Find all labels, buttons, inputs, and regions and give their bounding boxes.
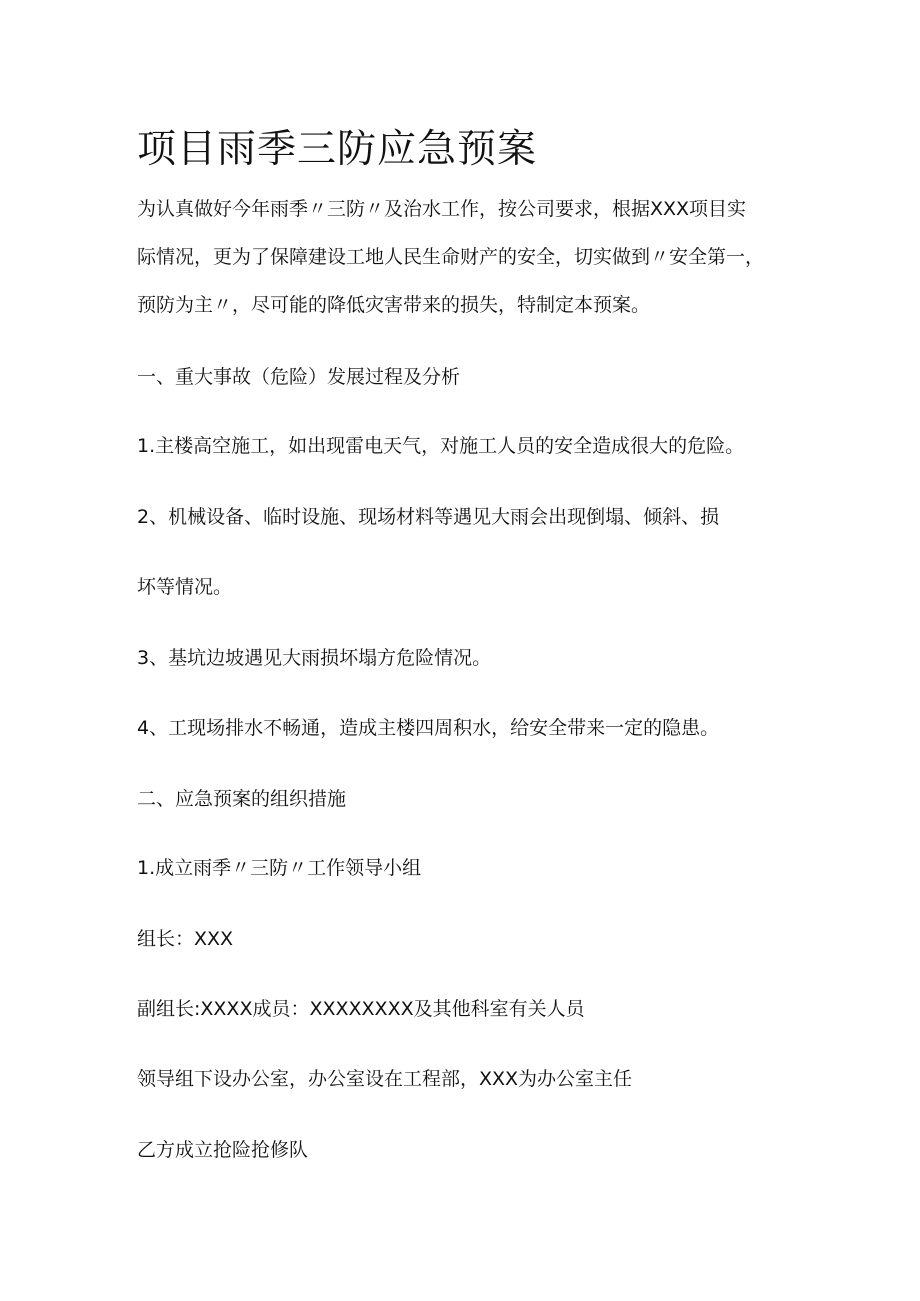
section-1-item-4: 4、工现场排水不畅通，造成主楼四周积水，给安全带来一定的隐患。 bbox=[137, 717, 720, 739]
group-leader-line: 组长：XXX bbox=[137, 928, 234, 950]
section-1-heading: 一、重大事故（危险）发展过程及分析 bbox=[137, 366, 461, 388]
section-2-item-1: 1.成立雨季〃三防〃工作领导小组 bbox=[137, 857, 422, 879]
intro-line-1: 为认真做好今年雨季〃三防〃及治水工作，按公司要求，根据XXX项目实 bbox=[137, 198, 747, 220]
section-1-item-3: 3、基坑边坡遇见大雨损坏塌方危险情况。 bbox=[137, 647, 492, 669]
office-line: 领导组下设办公室，办公室设在工程部，XXX为办公室主任 bbox=[137, 1068, 633, 1090]
deputy-members-line: 副组长:XXXX成员：XXXXXXXX及其他科室有关人员 bbox=[137, 998, 585, 1020]
document-title: 项目雨季三防应急预案 bbox=[137, 127, 538, 172]
intro-line-2: 际情况，更为了保障建设工地人民生命财产的安全，切实做到〃安全第一， bbox=[137, 246, 765, 268]
repair-team-line: 乙方成立抢险抢修队 bbox=[137, 1139, 309, 1161]
intro-line-3: 预防为主〃，尽可能的降低灾害带来的损失，特制定本预案。 bbox=[137, 294, 651, 316]
section-2-heading: 二、应急预案的组织措施 bbox=[137, 788, 347, 810]
section-1-item-2-line-2: 坏等情况。 bbox=[137, 576, 233, 598]
section-1-item-1: 1.主楼高空施工，如出现雷电天气，对施工人员的安全造成很大的危险。 bbox=[137, 435, 745, 457]
section-1-item-2-line-1: 2、机械设备、临时设施、现场材料等遇见大雨会出现倒塌、倾斜、损 bbox=[137, 506, 720, 528]
